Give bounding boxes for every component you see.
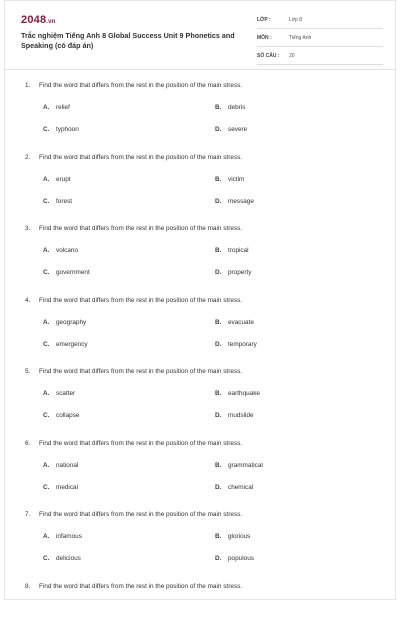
option-text: debris (228, 104, 245, 111)
meta-label: MÔN : (257, 35, 272, 41)
option-text: message (228, 198, 254, 205)
option-letter: B. (215, 462, 228, 469)
option-c[interactable] (43, 341, 88, 348)
option-text: temporary (228, 341, 257, 348)
option-text: scatter (56, 390, 75, 397)
option-letter: B. (215, 247, 228, 254)
option-b[interactable] (215, 390, 260, 397)
option-c[interactable] (43, 484, 78, 491)
option-letter: D. (215, 484, 228, 491)
question-number: 4. (25, 297, 39, 304)
option-letter: B. (215, 104, 228, 111)
question-number: 6. (25, 440, 39, 447)
question-item (5, 570, 395, 641)
meta-value: Tiếng Anh (289, 35, 311, 41)
site-logo[interactable] (21, 14, 56, 26)
question-prompt: Find the word that differs from the rest in the position of the main stress. (39, 368, 242, 375)
option-c[interactable] (43, 555, 81, 562)
option-a[interactable] (43, 104, 70, 111)
meta-label: SỐ CÂU : (257, 53, 280, 59)
meta-row-count (257, 51, 383, 65)
option-d[interactable] (215, 126, 247, 133)
option-text: chemical (228, 484, 253, 491)
option-text: victim (228, 176, 244, 183)
option-letter: D. (215, 412, 228, 419)
question-text (25, 154, 242, 161)
option-text: infamous (56, 533, 82, 540)
option-letter: B. (215, 533, 228, 540)
option-c[interactable] (43, 269, 90, 276)
option-text: glorious (228, 533, 250, 540)
page-header (5, 1, 395, 70)
option-text: mudslide (228, 412, 254, 419)
meta-value: 20 (289, 53, 295, 59)
logo-text: 2048 (21, 14, 46, 26)
option-text: evacuate (228, 319, 254, 326)
option-text: typhoon (56, 126, 79, 133)
option-letter: A. (43, 462, 56, 469)
option-text: delicious (56, 555, 81, 562)
option-letter: B. (215, 390, 228, 397)
meta-row-class (257, 15, 383, 29)
question-item (5, 141, 395, 213)
option-letter: A. (43, 390, 56, 397)
question-text (25, 511, 242, 518)
question-text (25, 583, 242, 590)
question-prompt: Find the word that differs from the rest in the position of the main stress. (39, 440, 242, 447)
option-text: grammatical (228, 462, 263, 469)
option-letter: A. (43, 176, 56, 183)
option-text: collapse (56, 412, 79, 419)
option-letter: C. (43, 198, 56, 205)
option-letter: A. (43, 247, 56, 254)
option-text: tropical (228, 247, 249, 254)
question-item (5, 69, 395, 141)
option-c[interactable] (43, 126, 79, 133)
option-d[interactable] (215, 269, 251, 276)
meta-info (257, 15, 383, 69)
option-letter: C. (43, 126, 56, 133)
meta-row-subject (257, 33, 383, 47)
option-a[interactable] (43, 319, 86, 326)
question-item (5, 355, 395, 427)
option-letter: D. (215, 269, 228, 276)
option-text: earthquake (228, 390, 260, 397)
question-text (25, 368, 242, 375)
option-text: national (56, 462, 78, 469)
question-text (25, 225, 242, 232)
option-b[interactable] (215, 462, 263, 469)
option-b[interactable] (215, 533, 250, 540)
option-a[interactable] (43, 390, 75, 397)
question-number: 1. (25, 82, 39, 89)
option-letter: D. (215, 126, 228, 133)
option-letter: C. (43, 484, 56, 491)
option-letter: D. (215, 555, 228, 562)
question-prompt: Find the word that differs from the rest in the position of the main stress. (39, 511, 242, 518)
question-item (5, 212, 395, 284)
question-item (5, 427, 395, 499)
question-prompt: Find the word that differs from the rest in the position of the main stress. (39, 82, 242, 89)
option-text: property (228, 269, 251, 276)
option-letter: D. (215, 198, 228, 205)
option-text: relief (56, 104, 70, 111)
option-text: forest (56, 198, 72, 205)
question-text (25, 440, 242, 447)
option-letter: C. (43, 269, 56, 276)
option-b[interactable] (215, 247, 249, 254)
option-b[interactable] (215, 176, 244, 183)
option-text: populous (228, 555, 254, 562)
question-prompt: Find the word that differs from the rest in the position of the main stress. (39, 297, 242, 304)
option-text: erupt (56, 176, 71, 183)
option-d[interactable] (215, 341, 257, 348)
question-number: 2. (25, 154, 39, 161)
question-number: 5. (25, 368, 39, 375)
option-b[interactable] (215, 104, 245, 111)
option-letter: A. (43, 104, 56, 111)
option-letter: B. (215, 176, 228, 183)
option-letter: A. (43, 533, 56, 540)
question-number: 8. (25, 583, 39, 590)
question-prompt: Find the word that differs from the rest in the position of the main stress. (39, 154, 242, 161)
meta-value: Lớp 8 (289, 17, 302, 23)
option-letter: D. (215, 341, 228, 348)
option-letter: C. (43, 555, 56, 562)
option-a[interactable] (43, 533, 82, 540)
option-letter: A. (43, 319, 56, 326)
option-text: geography (56, 319, 86, 326)
option-a[interactable] (43, 176, 71, 183)
question-number: 7. (25, 511, 39, 518)
option-d[interactable] (215, 484, 253, 491)
quiz-page (4, 0, 396, 600)
option-text: emergency (56, 341, 88, 348)
option-c[interactable] (43, 412, 79, 419)
option-text: severe (228, 126, 247, 133)
option-a[interactable] (43, 247, 78, 254)
option-letter: C. (43, 412, 56, 419)
question-prompt: Find the word that differs from the rest in the position of the main stress. (39, 583, 242, 590)
question-item (5, 498, 395, 570)
option-text: medical (56, 484, 78, 491)
option-d[interactable] (215, 555, 254, 562)
option-a[interactable] (43, 462, 78, 469)
option-c[interactable] (43, 198, 72, 205)
option-text: government (56, 269, 90, 276)
option-text: volcano (56, 247, 78, 254)
option-letter: B. (215, 319, 228, 326)
question-number: 3. (25, 225, 39, 232)
question-text (25, 82, 242, 89)
question-list (5, 69, 395, 641)
option-d[interactable] (215, 412, 254, 419)
option-d[interactable] (215, 198, 254, 205)
logo-suffix: .vn (46, 19, 55, 25)
question-text (25, 297, 242, 304)
question-prompt: Find the word that differs from the rest in the position of the main stress. (39, 225, 242, 232)
option-b[interactable] (215, 319, 254, 326)
meta-label: LỚP : (257, 17, 271, 23)
option-letter: C. (43, 341, 56, 348)
document-title: Trắc nghiệm Tiếng Anh 8 Global Success Unit 9 Phonetics and Speaking (có đáp án) (21, 31, 241, 51)
question-item (5, 284, 395, 356)
